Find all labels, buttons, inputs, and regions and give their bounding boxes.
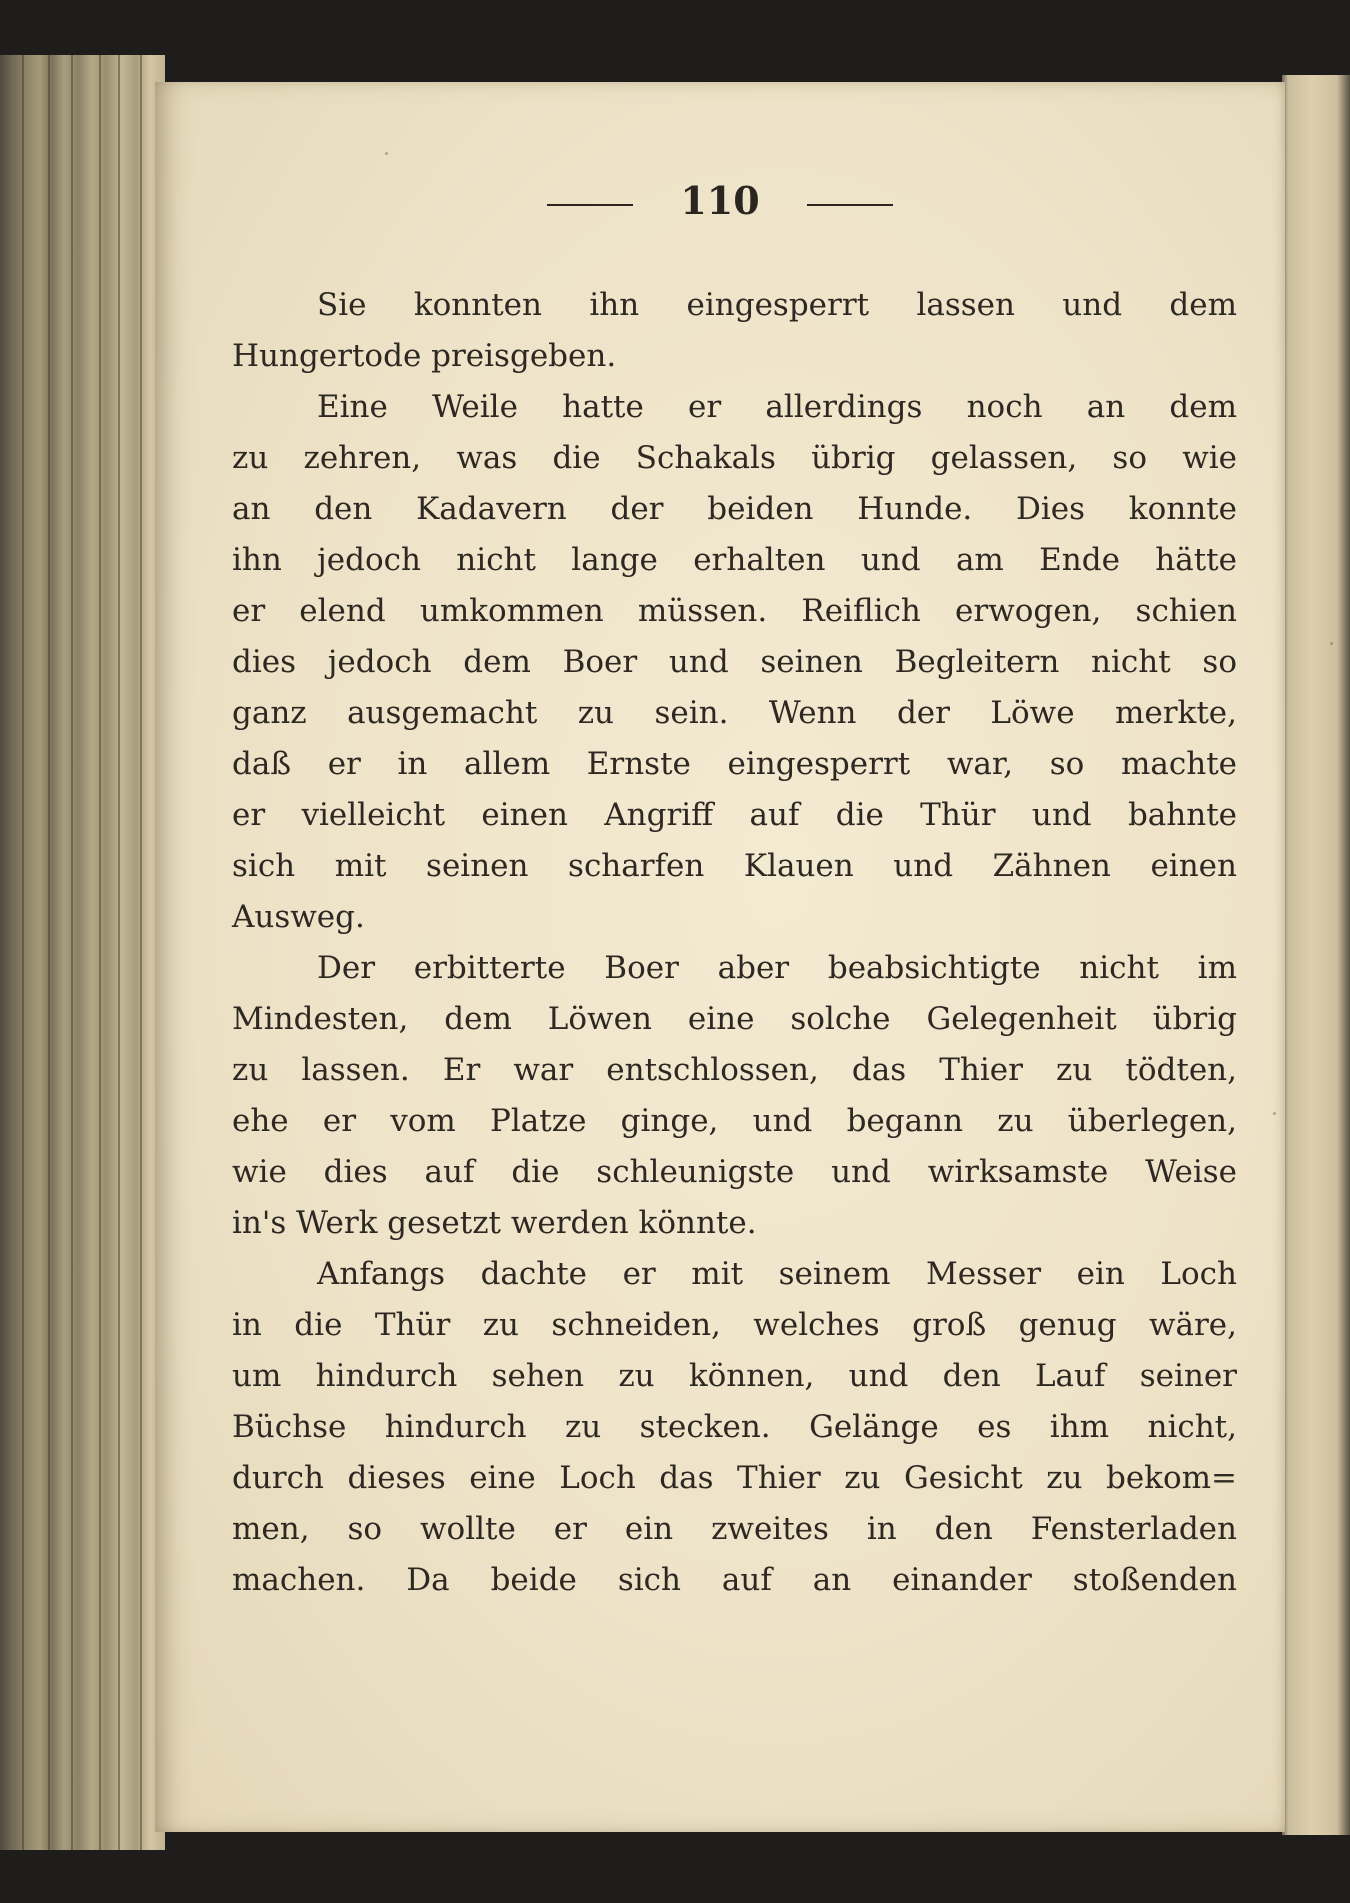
- paragraph: [232, 1249, 1237, 1606]
- text-line: Eine Weile hatte er allerdings noch an dem: [317, 389, 1237, 425]
- text-line: ehe er vom Platze ginge, und begann zu überlegen,: [232, 1103, 1237, 1139]
- paragraph: [232, 280, 1237, 382]
- text-line: an den Kadavern der beiden Hunde. Dies konnte: [232, 491, 1237, 527]
- text-line: um hindurch sehen zu können, und den Lauf seiner: [232, 1358, 1237, 1394]
- text-line: zu lassen. Er war entschlossen, das Thier zu tödten,: [232, 1052, 1237, 1088]
- text-line: ganz ausgemacht zu sein. Wenn der Löwe merkte,: [232, 695, 1237, 731]
- text-line: machen. Da beide sich auf an einander stoßenden: [232, 1562, 1237, 1598]
- text-line: sich mit seinen scharfen Klauen und Zähnen einen: [232, 848, 1237, 884]
- page-header: [155, 178, 1285, 223]
- text-line: Büchse hindurch zu stecken. Gelänge es ihm nicht,: [232, 1409, 1237, 1445]
- paragraph: [232, 943, 1237, 1249]
- text-line: men, so wollte er ein zweites in den Fensterladen: [232, 1511, 1237, 1547]
- page-number: 110: [680, 178, 760, 223]
- header-rule-right: [807, 204, 893, 206]
- header-rule-left: [547, 204, 633, 206]
- paragraph: [232, 382, 1237, 943]
- page-stack-edge: [0, 55, 165, 1850]
- text-line: dies jedoch dem Boer und seinen Begleitern nicht so: [232, 644, 1237, 680]
- text-line: Der erbitterte Boer aber beabsichtigte nicht im: [317, 950, 1237, 986]
- right-page-edge: [1282, 75, 1350, 1835]
- text-line: wie dies auf die schleunigste und wirksamste Weise: [232, 1154, 1237, 1190]
- page-body: [232, 280, 1237, 1606]
- text-line: ihn jedoch nicht lange erhalten und am Ende hätte: [232, 542, 1237, 578]
- text-line: Mindesten, dem Löwen eine solche Gelegenheit übrig: [232, 1001, 1237, 1037]
- text-line: Hungertode preisgeben.: [232, 338, 617, 374]
- text-line: er vielleicht einen Angriff auf die Thür und bahnte: [232, 797, 1237, 833]
- text-line: er elend umkommen müssen. Reiflich erwogen, schien: [232, 593, 1237, 629]
- text-line: in's Werk gesetzt werden könnte.: [232, 1205, 757, 1241]
- text-line: Anfangs dachte er mit seinem Messer ein Loch: [317, 1256, 1237, 1292]
- text-line: Ausweg.: [232, 899, 365, 935]
- text-line: zu zehren, was die Schakals übrig gelassen, so wie: [232, 440, 1237, 476]
- text-line: daß er in allem Ernste eingesperrt war, so machte: [232, 746, 1237, 782]
- text-line: in die Thür zu schneiden, welches groß genug wäre,: [232, 1307, 1237, 1343]
- text-line: durch dieses eine Loch das Thier zu Gesicht zu bekom=: [232, 1460, 1237, 1496]
- text-line: Sie konnten ihn eingesperrt lassen und dem: [317, 287, 1237, 323]
